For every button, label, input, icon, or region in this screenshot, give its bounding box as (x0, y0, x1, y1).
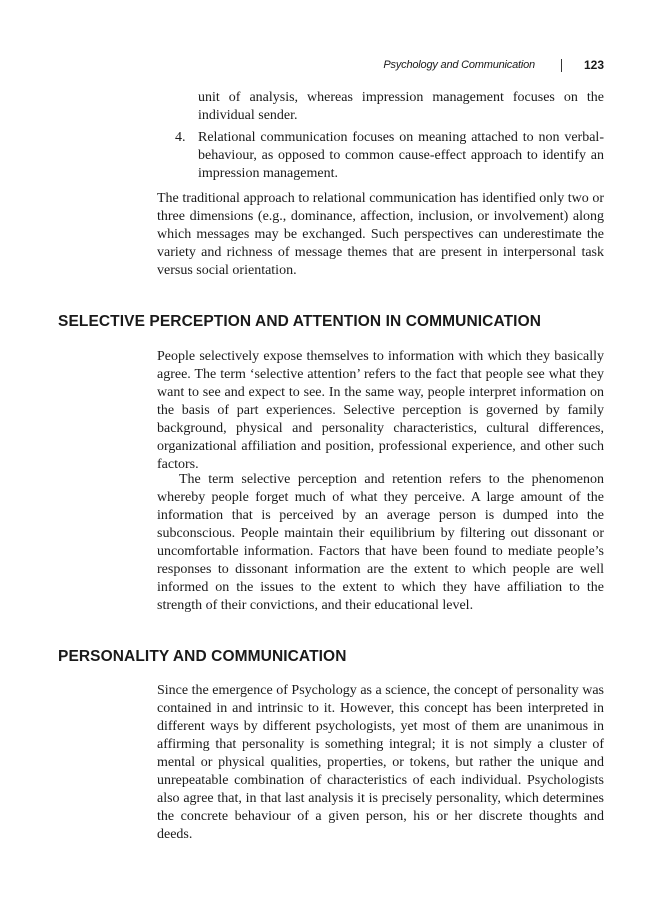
section1-paragraph-1: People selectively expose themselves to information with which they basically agree. The term ‘selective attention’ refers to the fact that people see what they want to see and expect to see. In the same way, people interpret information on the basis of part experiences. Selective perception is governed by family background, physical and personality characteristics, cultural differences, organizational affiliation and position, professional experience, and other such factors. (157, 349, 604, 472)
running-title: Psychology and Communication (383, 59, 535, 71)
section-heading-personality: PERSONALITY AND COMMUNICATION (58, 648, 347, 665)
section2-paragraph-1: Since the emergence of Psychology as a science, the concept of personality was contained in and intrinsic to it. However, this concept has been interpreted in different ways by different psychologists, yet most of them are unanimous in affirming that personality is something integral; it is not simply a cluster of mental or physical qualities, properties, or tokens, but rather the unique and unrepeatable combination of characteristics of each individual. Psychologists also agree that, in that last analysis it is precisely personality, which determines the concrete behaviour of a given person, his or her discrete thoughts and deeds. (157, 683, 604, 842)
header-divider (561, 59, 562, 72)
list-item-number: 4. (175, 130, 186, 145)
intro-paragraph: The traditional approach to relational communication has identified only two or three dimensions (e.g., dominance, affection, inclusion, or involvement) along which messages may be exchanged. Such perspectives can underestimate the variety and richness of message themes that are present in interpersonal task versus social orientation. (157, 191, 604, 278)
page-number: 123 (583, 58, 604, 72)
section-heading-selective-perception: SELECTIVE PERCEPTION AND ATTENTION IN COMMUNICATION (58, 313, 542, 330)
page-header (383, 58, 604, 72)
list-item-4 (175, 129, 604, 183)
list-item-3-continuation: unit of analysis, whereas impression management focuses on the individual sender. (198, 90, 604, 123)
list-item-text: Relational communication focuses on meaning attached to non verbal-behaviour, as opposed to common cause-effect approach to identify an impression management. (198, 130, 604, 181)
section1-paragraph-2: The term selective perception and retention refers to the phenomenon whereby people forget much of what they perceive. A large amount of the information that is perceived by an average person is dumped into the subconscious. People maintain their equilibrium by filtering out dissonant or uncomfortable information. Factors that have been found to mediate people’s responses to dissonant information are the extent to which people are well informed on the issues to the extent to which they have affiliation to the strength of their convictions, and their educational level. (157, 472, 604, 613)
